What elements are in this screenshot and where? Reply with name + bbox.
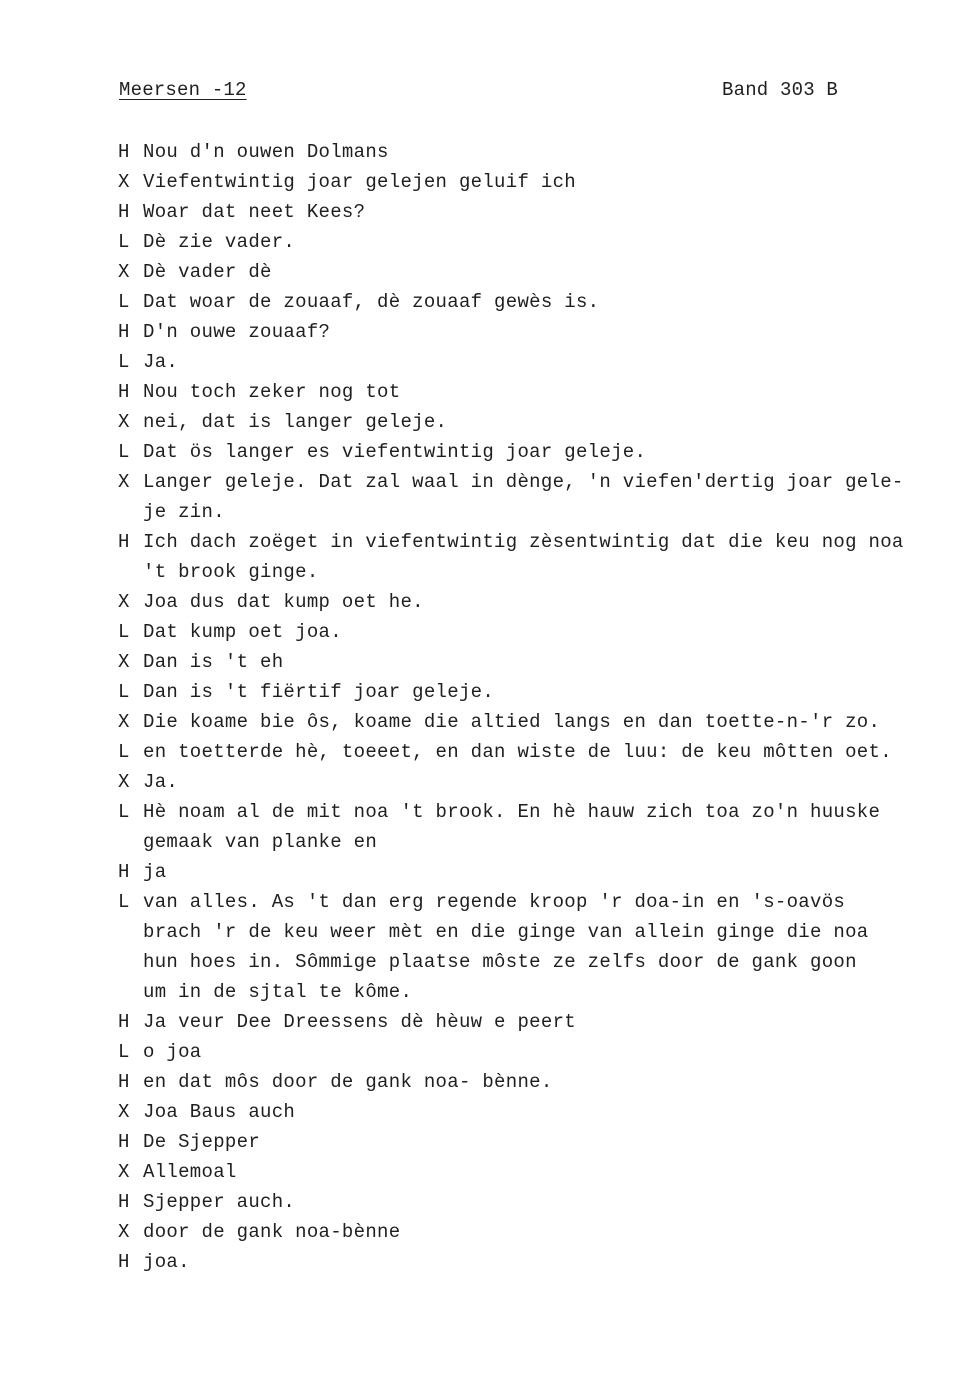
utterance-text: [143, 857, 958, 887]
transcript-line: [118, 467, 958, 527]
speaker-label: L: [118, 891, 130, 913]
speaker-label: X: [118, 1101, 130, 1123]
transcript-line: [118, 527, 958, 587]
utterance-line: Viefentwintig joar gelejen geluif ich: [143, 171, 576, 193]
transcript-line: [118, 797, 958, 857]
utterance-line: Nou toch zeker nog tot: [143, 381, 401, 403]
utterance-line: Ja.: [143, 771, 179, 793]
utterance-line: Die koame bie ôs, koame die altied langs en dan toette-n-'r zo.: [143, 711, 881, 733]
utterance-line: Nou d'n ouwen Dolmans: [143, 141, 389, 163]
utterance-text: [143, 197, 958, 227]
utterance-line: Dat kump oet joa.: [143, 621, 342, 643]
utterance-line: ja: [143, 861, 167, 883]
speaker-label: X: [118, 651, 130, 673]
utterance-line: Dè vader dè: [143, 261, 272, 283]
utterance-text: [143, 617, 958, 647]
utterance-text: [143, 707, 958, 737]
speaker-label: L: [118, 681, 130, 703]
utterance-text: [143, 167, 958, 197]
utterance-line: D'n ouwe zouaaf?: [143, 321, 331, 343]
transcript-line: [118, 287, 958, 317]
speaker-label: H: [118, 321, 130, 343]
transcript-line: [118, 227, 958, 257]
utterance-text: [143, 1247, 958, 1277]
utterance-line: Dan is 't eh: [143, 651, 284, 673]
utterance-text: [143, 1097, 958, 1127]
utterance-continuation: je zin.: [143, 501, 225, 523]
utterance-text: [143, 287, 958, 317]
utterance-line: nei, dat is langer geleje.: [143, 411, 448, 433]
utterance-text: [143, 407, 958, 437]
transcript-line: [118, 647, 958, 677]
utterance-text: [143, 1007, 958, 1037]
transcript-line: [118, 257, 958, 287]
utterance-text: [143, 647, 958, 677]
transcript-line: [118, 1037, 958, 1067]
utterance-line: en dat môs door de gank noa- bènne.: [143, 1071, 553, 1093]
utterance-line: Ja veur Dee Dreessens dè hèuw e peert: [143, 1011, 576, 1033]
utterance-text: [143, 377, 958, 407]
utterance-line: Hè noam al de mit noa 't brook. En hè hauw zich toa zo'n huuske: [143, 801, 881, 823]
utterance-text: [143, 467, 958, 527]
speaker-label: X: [118, 411, 130, 433]
utterance-line: Woar dat neet Kees?: [143, 201, 366, 223]
transcript-line: [118, 767, 958, 797]
transcript-line: [118, 407, 958, 437]
speaker-label: L: [118, 351, 130, 373]
transcript-line: [118, 707, 958, 737]
speaker-label: H: [118, 201, 130, 223]
utterance-text: [143, 1067, 958, 1097]
speaker-label: H: [118, 861, 130, 883]
utterance-text: [143, 677, 958, 707]
utterance-text: [143, 317, 958, 347]
speaker-label: X: [118, 711, 130, 733]
speaker-label: X: [118, 591, 130, 613]
transcript-body: [118, 137, 958, 1277]
transcript-line: [118, 1157, 958, 1187]
utterance-line: van alles. As 't dan erg regende kroop 'r doa-in en 's-oavös: [143, 891, 846, 913]
utterance-line: De Sjepper: [143, 1131, 261, 1153]
speaker-label: L: [118, 441, 130, 463]
speaker-label: H: [118, 1191, 130, 1213]
utterance-line: door de gank noa-bènne: [143, 1221, 401, 1243]
utterance-line: Ich dach zoëget in viefentwintig zèsentwintig dat die keu nog noa: [143, 531, 904, 553]
speaker-label: L: [118, 291, 130, 313]
utterance-line: Langer geleje. Dat zal waal in dènge, 'n viefen'dertig joar gele-: [143, 471, 904, 493]
page-header-tape: Band 303 B: [722, 79, 839, 101]
utterance-line: Ja.: [143, 351, 179, 373]
speaker-label: X: [118, 171, 130, 193]
transcript-line: [118, 1097, 958, 1127]
utterance-text: [143, 227, 958, 257]
utterance-line: Allemoal: [143, 1161, 237, 1183]
utterance-continuation: gemaak van planke en: [143, 831, 378, 853]
utterance-continuation: 't brook ginge.: [143, 561, 319, 583]
transcript-line: [118, 677, 958, 707]
transcript-line: [118, 197, 958, 227]
utterance-text: [143, 587, 958, 617]
utterance-line: o joa: [143, 1041, 202, 1063]
transcript-line: [118, 1187, 958, 1217]
utterance-text: [143, 437, 958, 467]
utterance-line: Dat woar de zouaaf, dè zouaaf gewès is.: [143, 291, 600, 313]
utterance-text: [143, 257, 958, 287]
speaker-label: X: [118, 471, 130, 493]
utterance-text: [143, 347, 958, 377]
speaker-label: L: [118, 231, 130, 253]
utterance-continuation: um in de sjtal te kôme.: [143, 981, 413, 1003]
speaker-label: H: [118, 381, 130, 403]
transcript-line: [118, 1127, 958, 1157]
speaker-label: H: [118, 531, 130, 553]
speaker-label: H: [118, 1071, 130, 1093]
transcript-line: [118, 317, 958, 347]
utterance-text: [143, 887, 958, 1007]
utterance-line: Dan is 't fiërtif joar geleje.: [143, 681, 495, 703]
utterance-text: [143, 1157, 958, 1187]
utterance-text: [143, 1187, 958, 1217]
transcript-line: [118, 617, 958, 647]
transcript-line: [118, 587, 958, 617]
utterance-line: joa.: [143, 1251, 190, 1273]
utterance-continuation: brach 'r de keu weer mèt en die ginge van allein ginge die noa: [143, 921, 869, 943]
utterance-text: [143, 797, 958, 857]
transcript-line: [118, 137, 958, 167]
transcript-line: [118, 1247, 958, 1277]
transcript-line: [118, 1007, 958, 1037]
utterance-text: [143, 767, 958, 797]
utterance-continuation: hun hoes in. Sômmige plaatse môste ze zelfs door de gank goon: [143, 951, 857, 973]
transcript-line: [118, 167, 958, 197]
utterance-text: [143, 1127, 958, 1157]
transcript-line: [118, 737, 958, 767]
speaker-label: H: [118, 1011, 130, 1033]
utterance-text: [143, 137, 958, 167]
transcript-line: [118, 377, 958, 407]
speaker-label: L: [118, 621, 130, 643]
speaker-label: X: [118, 261, 130, 283]
utterance-text: [143, 737, 958, 767]
transcript-line: [118, 857, 958, 887]
utterance-line: en toetterde hè, toeeet, en dan wiste de luu: de keu môtten oet.: [143, 741, 892, 763]
speaker-label: H: [118, 1251, 130, 1273]
transcript-line: [118, 1217, 958, 1247]
speaker-label: H: [118, 1131, 130, 1153]
transcript-line: [118, 1067, 958, 1097]
utterance-line: Joa Baus auch: [143, 1101, 296, 1123]
speaker-label: X: [118, 1161, 130, 1183]
speaker-label: L: [118, 741, 130, 763]
transcript-line: [118, 887, 958, 1007]
page-header-location: Meersen -12: [119, 79, 247, 101]
speaker-label: L: [118, 801, 130, 823]
speaker-label: X: [118, 771, 130, 793]
utterance-text: [143, 1217, 958, 1247]
utterance-text: [143, 1037, 958, 1067]
utterance-line: Joa dus dat kump oet he.: [143, 591, 424, 613]
utterance-line: Dat ös langer es viefentwintig joar geleje.: [143, 441, 647, 463]
transcript-line: [118, 347, 958, 377]
speaker-label: L: [118, 1041, 130, 1063]
speaker-label: X: [118, 1221, 130, 1243]
utterance-line: Dè zie vader.: [143, 231, 296, 253]
speaker-label: H: [118, 141, 130, 163]
transcript-line: [118, 437, 958, 467]
utterance-text: [143, 527, 958, 587]
utterance-line: Sjepper auch.: [143, 1191, 296, 1213]
